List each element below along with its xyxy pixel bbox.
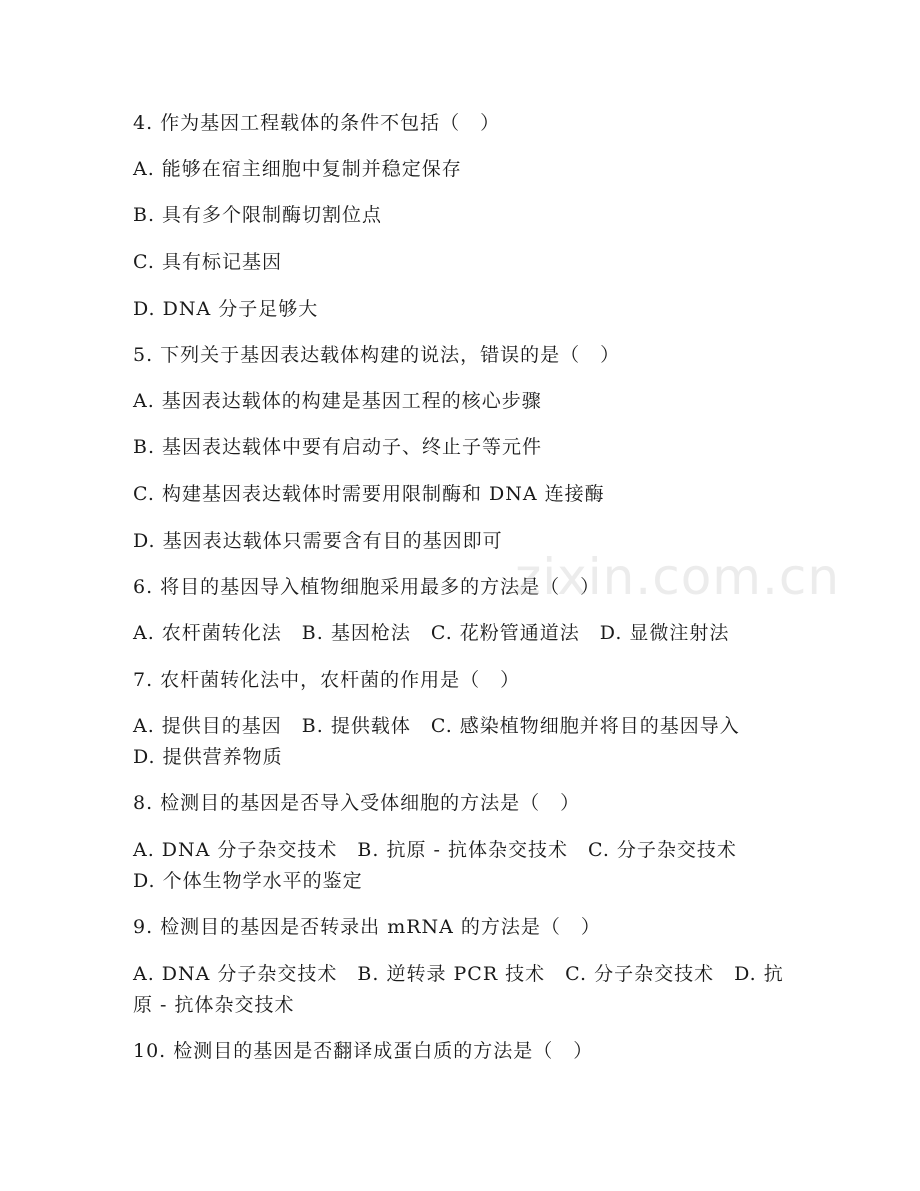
question-4-stem: 4. 作为基因工程载体的条件不包括（ ） bbox=[133, 112, 501, 134]
question-8-options-line-1: A. DNA 分子杂交技术 B. 抗原 - 抗体杂交技术 C. 分子杂交技术 bbox=[133, 839, 737, 861]
question-7-stem: 7. 农杆菌转化法中，农杆菌的作用是（ ） bbox=[133, 669, 521, 691]
question-9-stem: 9. 检测目的基因是否转录出 mRNA 的方法是（ ） bbox=[133, 916, 601, 938]
question-6-stem: 6. 将目的基因导入植物细胞采用最多的方法是（ ） bbox=[133, 576, 601, 598]
question-6-options: A. 农杆菌转化法 B. 基因枪法 C. 花粉管通道法 D. 显微注射法 bbox=[133, 622, 730, 644]
question-4-option-b: B. 具有多个限制酶切割位点 bbox=[133, 204, 383, 226]
question-8-options-line-2: D. 个体生物学水平的鉴定 bbox=[133, 870, 363, 892]
question-7-options-line-2: D. 提供营养物质 bbox=[133, 746, 283, 768]
question-4-option-a: A. 能够在宿主细胞中复制并稳定保存 bbox=[133, 158, 462, 180]
question-8-stem: 8. 检测目的基因是否导入受体细胞的方法是（ ） bbox=[133, 792, 581, 814]
question-5-stem: 5. 下列关于基因表达载体构建的说法，错误的是（ ） bbox=[133, 344, 621, 366]
question-4-option-c: C. 具有标记基因 bbox=[133, 251, 282, 273]
question-7-options-line-1: A. 提供目的基因 B. 提供载体 C. 感染植物细胞并将目的基因导入 bbox=[133, 715, 740, 737]
question-9-options-line-1: A. DNA 分子杂交技术 B. 逆转录 PCR 技术 C. 分子杂交技术 D. 抗 bbox=[133, 963, 784, 985]
question-4-option-d: D. DNA 分子足够大 bbox=[133, 298, 319, 320]
question-5-option-d: D. 基因表达载体只需要含有目的基因即可 bbox=[133, 530, 503, 552]
question-10-stem: 10. 检测目的基因是否翻译成蛋白质的方法是（ ） bbox=[133, 1040, 594, 1062]
watermark: zixin.com.cn bbox=[515, 548, 841, 606]
question-5-option-b: B. 基因表达载体中要有启动子、终止子等元件 bbox=[133, 436, 543, 458]
question-9-options-line-2: 原 - 抗体杂交技术 bbox=[133, 994, 295, 1016]
question-5-option-a: A. 基因表达载体的构建是基因工程的核心步骤 bbox=[133, 390, 542, 412]
question-5-option-c: C. 构建基因表达载体时需要用限制酶和 DNA 连接酶 bbox=[133, 483, 605, 505]
